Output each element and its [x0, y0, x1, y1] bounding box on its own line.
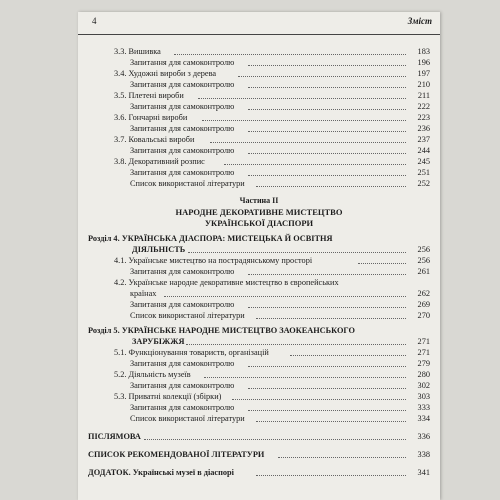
toc-entry: СПИСОК РЕКОМЕНДОВАНОЇ ЛІТЕРАТУРИ 338 — [88, 450, 430, 459]
toc-entry: Список використаної літератури 270 — [130, 311, 430, 320]
running-title: Зміст — [407, 16, 432, 26]
toc-entry: 3.5. Плетені вироби 211 — [114, 91, 430, 100]
toc-entry: Запитання для самоконтролю 302 — [130, 381, 430, 390]
toc-entry: 3.3. Вишивка 183 — [114, 47, 430, 56]
toc-entry: ПІСЛЯМОВА 336 — [88, 432, 430, 441]
toc-entry: Запитання для самоконтролю 244 — [130, 146, 430, 155]
toc-entry: Запитання для самоконтролю 261 — [130, 267, 430, 276]
toc-entry: 5.2. Діяльність музеїв 280 — [114, 370, 430, 379]
toc-entry: 5.3. Приватні колекції (збірки) 303 — [114, 392, 430, 401]
toc-entry: Запитання для самоконтролю 196 — [130, 58, 430, 67]
toc-entry: Список використаної літератури 252 — [130, 179, 430, 188]
chapter-heading: Розділ 4. УКРАЇНСЬКА ДІАСПОРА: МИСТЕЦЬКА Й ОСВІТНЯ — [88, 234, 333, 243]
toc-entry: ЗАРУБІЖЖЯ 271 — [132, 337, 430, 346]
page-header — [78, 12, 440, 35]
toc-entry: 4.1. Українське мистецтво на пострадянському просторі 256 — [114, 256, 430, 265]
toc-entry: ДІЯЛЬНІСТЬ 256 — [132, 245, 430, 254]
toc-entry: 3.6. Гончарні вироби 223 — [114, 113, 430, 122]
part-title: УКРАЇНСЬКОЇ ДІАСПОРИ — [204, 218, 314, 228]
toc-entry: країнах 262 — [130, 289, 430, 298]
toc-entry: Запитання для самоконтролю 279 — [130, 359, 430, 368]
toc-entry: Запитання для самоконтролю 333 — [130, 403, 430, 412]
toc-entry: Запитання для самоконтролю 236 — [130, 124, 430, 133]
toc-entry: ДОДАТОК. Українські музеї в діаспорі 341 — [88, 468, 430, 477]
page-number: 4 — [92, 16, 97, 26]
toc-entry: 4.2. Українське народне декоративне мистецтво в європейських — [114, 278, 339, 287]
toc-entry: Запитання для самоконтролю 210 — [130, 80, 430, 89]
toc-entry: Список використаної літератури 334 — [130, 414, 430, 423]
book-page — [78, 12, 440, 500]
toc-entry: 3.8. Декоративний розпис 245 — [114, 157, 430, 166]
toc-entry: 3.7. Ковальські вироби 237 — [114, 135, 430, 144]
toc-entry: Запитання для самоконтролю 269 — [130, 300, 430, 309]
toc-entry: 3.4. Художні вироби з дерева 197 — [114, 69, 430, 78]
toc-entry: Запитання для самоконтролю 222 — [130, 102, 430, 111]
chapter-heading: Розділ 5. УКРАЇНСЬКЕ НАРОДНЕ МИСТЕЦТВО ЗАОКЕАНСЬКОГО — [88, 326, 355, 335]
toc-entry: 5.1. Функціонування товариств, організацій 271 — [114, 348, 430, 357]
toc-entry: Запитання для самоконтролю 251 — [130, 168, 430, 177]
part-title: НАРОДНЕ ДЕКОРАТИВНЕ МИСТЕЦТВО — [175, 207, 343, 217]
part-heading: Частина ІІ — [239, 196, 279, 205]
